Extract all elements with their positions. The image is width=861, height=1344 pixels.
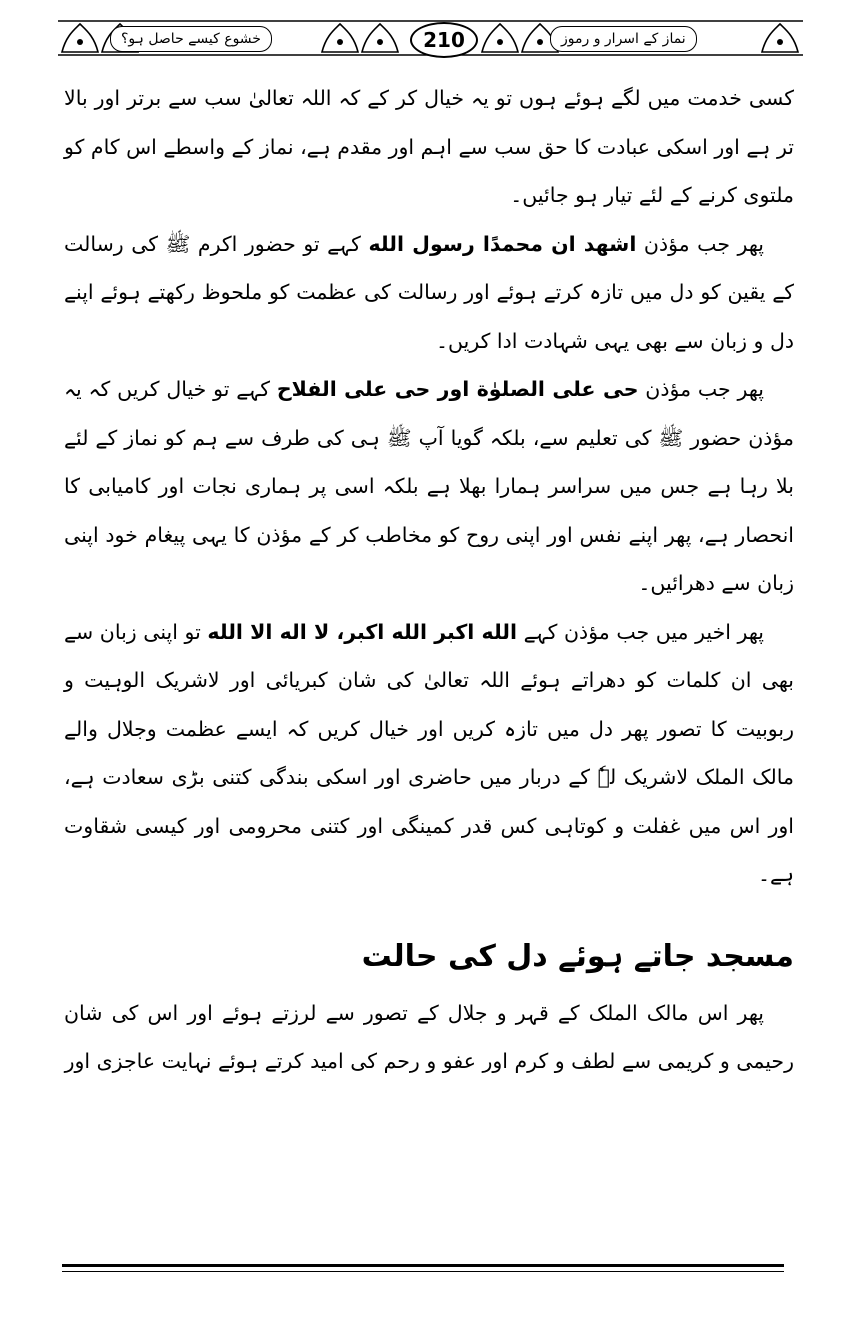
paragraph-4-arabic-phrase: الله اکبر الله اکبر، لا اله الا الله [207,619,518,644]
paragraph-2-arabic-phrase: اشهد ان محمدًا رسول الله [368,231,637,256]
paragraph-4 [64,608,794,899]
paragraph-1: کسی خدمت میں لگے ہوئے ہوں تو یہ خیال کر کے کہ اللہ تعالیٰ سب سے برتر اور بالا تر ہے اور اسکی عبادت کا حق سب سے اہم اور مقدم ہے، نماز کے واسطے اس کام کو ملتوی کرنے کے لئے تیار ہو جائیں۔ [64,86,794,207]
footer-rule-thick [62,1264,784,1267]
section-heading: مسجد جاتے ہوئے دل کی حالت [361,938,794,974]
paragraph-4-text: تو اپنی زبان سے بھی ان کلمات کو دھراتے ہوئے اللہ تعالیٰ کی شان کبریائی اور لاشریک الوہیت و ربوبیت کا تصور پھر دل میں تازہ کریں اور خیال کریں کہ ایسے عظمت وجلال والے مالک الملک لاشریک لہٗ کے دربار میں حاضری اور اسکی بندگی کتنی بڑی سعادت ہے، اور اس میں غفلت و کوتاہی کس قدر کمینگی اور کتنی محرومی اور کیسی شقاوت ہے۔ [64,619,794,886]
page-body [64,74,794,1086]
header-chapter-title: خشوع کیسے حاصل ہو؟ [110,26,272,52]
paragraph-3 [64,365,794,608]
paragraph-3-arabic-phrase: حی علی الصلوٰة اور حی علی الفلاح [276,377,639,401]
paragraph-2 [64,220,794,366]
paragraph-2-text: کہے تو حضور اکرم ﷺ کی رسالت کے یقین کو دل میں تازہ کرتے ہوئے اور رسالت کی عظمت کو ملحوظ رکھتے ہوئے اپنے دل و زبان سے بھی یہی شہادت ادا کریں۔ [64,231,794,353]
paragraph-4-intro: پھر اخیر میں جب مؤذن کہے [523,619,764,644]
paragraph-3-text: کہے تو خیال کریں کہ یہ مؤذن حضور ﷺ کی تعلیم سے، بلکہ گویا آپ ﷺ ہی کی طرف سے ہم کو نماز کے لئے بلا رہا ہے جس میں سراسر ہمارا بھلا ہے بلکہ اسی پر ہماری نجات اور کامیابی کا انحصار ہے، پھر اپنے نفس اور اپنی روح کو مخاطب کر کے مؤذن کا یہی پیغام خود اپنی زبان سے دھرائیں۔ [64,377,794,595]
paragraph-5: پھر اس مالک الملک کے قہر و جلال کے تصور سے لرزتے ہوئے اور اس کی شان رحیمی و کریمی سے لطف و کرم اور عفو و رحم کی امید کرتے ہوئے نہایت عاجزی اور [64,1000,794,1073]
paragraph-3-intro: پھر جب مؤذن [645,377,764,401]
paragraph-2-intro: پھر جب مؤذن [643,231,764,256]
page-header [58,18,803,58]
footer-rule-thin [62,1271,784,1272]
header-book-title: نماز کے اسرار و رموز [550,26,697,52]
page-number: 210 [410,22,478,58]
